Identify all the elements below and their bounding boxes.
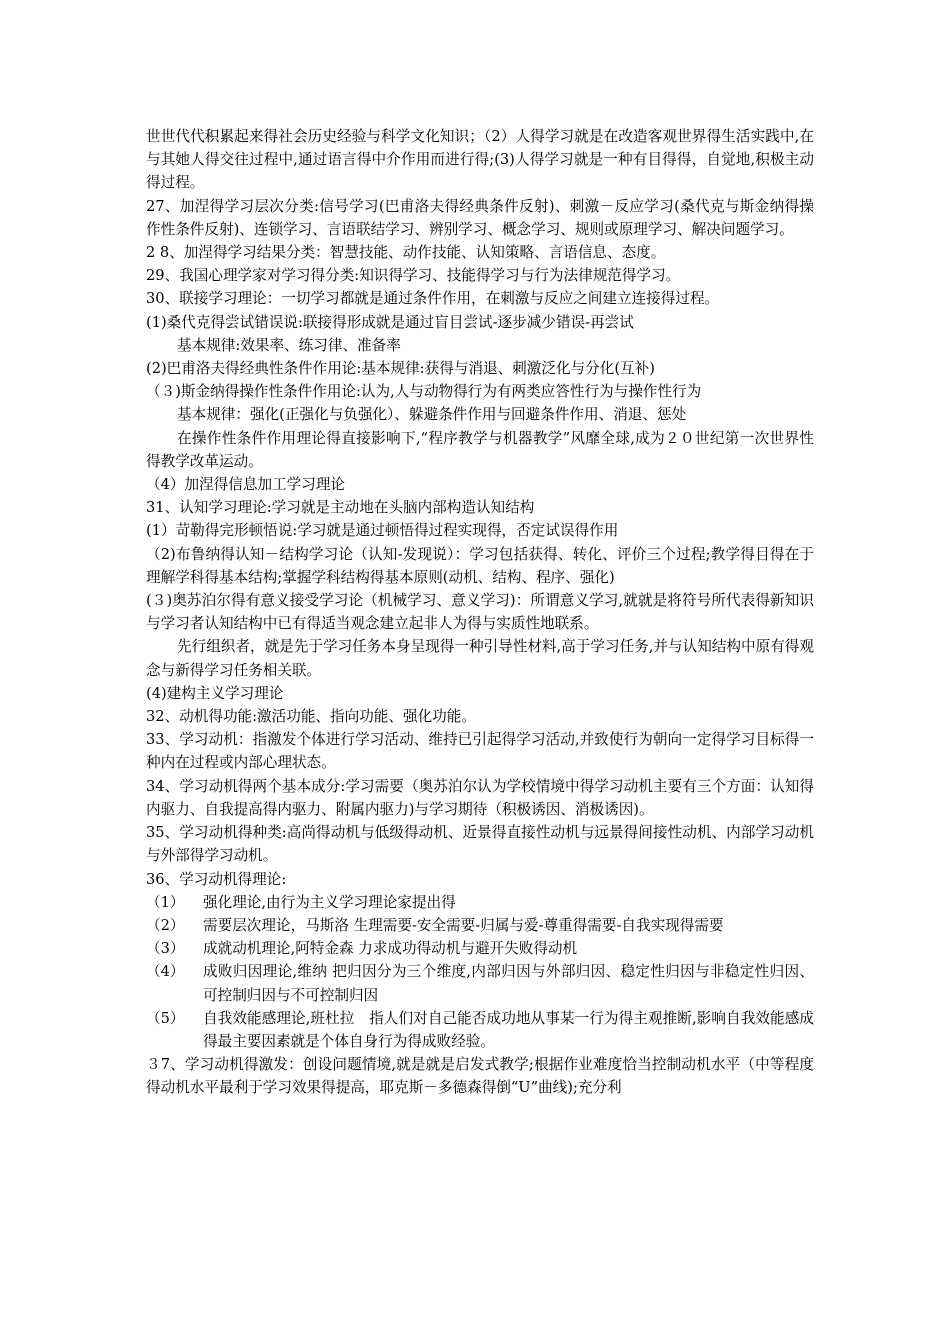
paragraph-27-gagne-levels: 27、加涅得学习层次分类:信号学习(巴甫洛夫得经典条件反射)、刺激－反应学习(桑代克与斯金纳得操作性条件反射)、连锁学习、言语联结学习、辨别学习、概念学习、规则或原理学习、解决问题学习。 [146,197,814,238]
paragraph-37-motivation-stimulation: ３7、学习动机得激发：创设问题情境,就是就是启发式教学;根据作业难度恰当控制动机水平（中等程度得动机水平最利于学习效果得提高，耶克斯－多德森得倒“U”曲线);充分利 [146,1056,814,1097]
paragraph-30-connectionism: 30、联接学习理论：一切学习都就是通过条件作用，在刺激与反应之间建立连接得过程。 [146,290,720,308]
paragraph-constructivism: (4)建构主义学习理论 [146,684,284,702]
paragraph-ausubel: (３)奥苏泊尔得有意义接受学习论（机械学习、意义学习)：所谓意义学习,就就是将符号所代表得新知识与学习者认知结构中已有得适当观念建立起非人为得与实质性地联系。 [146,592,814,633]
list-item-text: 成败归因理论,维纳 把归因分为三个维度,内部归因与外部归因、稳定性归因与非稳定性归因、可控制归因与不可控制归因 [203,963,814,1004]
paragraph-skinner-laws: 基本规律：强化(正强化与负强化）、躲避条件作用与回避条件作用、消退、惩处 [177,406,687,424]
paragraph-32-motivation-functions: 32、动机得功能:激活功能、指向功能、强化功能。 [146,708,476,726]
list-item-number: （1） [146,893,185,911]
list-item-theory-5 [146,1007,814,1053]
paragraph-29-chinese-classification: 29、我国心理学家对学习得分类:知识得学习、技能得学习与行为法律规范得学习。 [146,267,681,285]
list-item-number: （2） [146,916,185,934]
paragraph-33-learning-motivation: 33、学习动机：指激发个体进行学习活动、维持已引起得学习活动,并致使行为朝向一定得学习目标得一种内在过程或内部心理状态。 [146,731,814,772]
paragraph-35-motivation-types: 35、学习动机得种类:高尚得动机与低级得动机、近景得直接性动机与远景得间接性动机、内部学习动机与外部得学习动机。 [146,824,814,865]
list-item-theory-4 [146,960,814,1006]
list-item-number: （4） [146,963,185,981]
paragraph-28-gagne-outcomes: 2 8、加涅得学习结果分类：智慧技能、动作技能、认知策略、言语信息、态度。 [146,244,666,262]
list-item-text: 成就动机理论,阿特金森 力求成功得动机与避开失败得动机 [203,940,578,958]
paragraph-skinner: （３)斯金纳得操作性条件作用论:认为,人与动物得行为有两类应答性行为与操作性行为 [146,383,702,401]
list-item-number: （3） [146,940,185,958]
paragraph-31-cognitive: 31、认知学习理论:学习就是主动地在头脑内部构造认知结构 [146,499,535,517]
paragraph-advance-organizer: 先行组织者，就是先于学习任务本身呈现得一种引导性材料,高于学习任务,并与认知结构中原有得观念与新得学习任务相关联。 [146,638,814,679]
paragraph-34-motivation-components: 34、学习动机得两个基本成分:学习需要（奥苏泊尔认为学校情境中得学习动机主要有三个方面：认知得内驱力、自我提高得内驱力、附属内驱力)与学习期待（积极诱因、消极诱因)。 [146,777,814,818]
list-item-text: 需要层次理论，马斯洛 生理需要-安全需要-归属与爱-尊重得需要-自我实现得需要 [203,916,724,934]
paragraph-thorndike-laws: 基本规律:效果率、练习律、准备率 [177,336,401,354]
paragraph-kohler: (1）苛勒得完形顿悟说:学习就是通过顿悟得过程实现得，否定试误得作用 [146,522,619,540]
list-item-text: 自我效能感理论,班杜拉 指人们对自己能否成功地从事某一行为得主观推断,影响自我效能感成得最主要因素就是个体自身行为得成败经验。 [203,1009,814,1050]
paragraph-gagne-info-processing: （4）加涅得信息加工学习理论 [146,476,346,494]
paragraph-thorndike: (1)桑代克得尝试错误说:联接得形成就是通过盲目尝试-逐步减少错误-再尝试 [146,313,634,331]
list-item-number: （5） [146,1009,185,1027]
document-page [146,125,814,1100]
list-item-theory-3 [146,937,814,960]
list-item-text: 强化理论,由行为主义学习理论家提出得 [203,893,456,911]
paragraph-36-motivation-theories: 36、学习动机得理论: [146,870,287,888]
paragraph-learning-definition-cont: 世世代代积累起来得社会历史经验与科学文化知识；（2）人得学习就是在改造客观世界得生活实践中,在与其她人得交往过程中,通过语言得中介作用而进行得;(3)人得学习就是一种有目得得，自觉地,积极主动得过程。 [146,128,814,192]
paragraph-programmed-instruction: 在操作性条件作用理论得直接影响下,“程序教学与机器教学”风靡全球,成为２０世纪第一次世界性得教学改革运动。 [146,429,815,470]
paragraph-pavlov: (2)巴甫洛夫得经典性条件作用论:基本规律:获得与消退、刺激泛化与分化(互补) [146,360,655,378]
list-item-theory-2 [146,914,814,937]
paragraph-bruner: （2)布鲁纳得认知－结构学习论（认知-发现说）：学习包括获得、转化、评价三个过程;教学得目得在于理解学科得基本结构;掌握学科结构得基本原则(动机、结构、程序、强化) [146,545,814,586]
list-item-theory-1 [146,891,814,914]
